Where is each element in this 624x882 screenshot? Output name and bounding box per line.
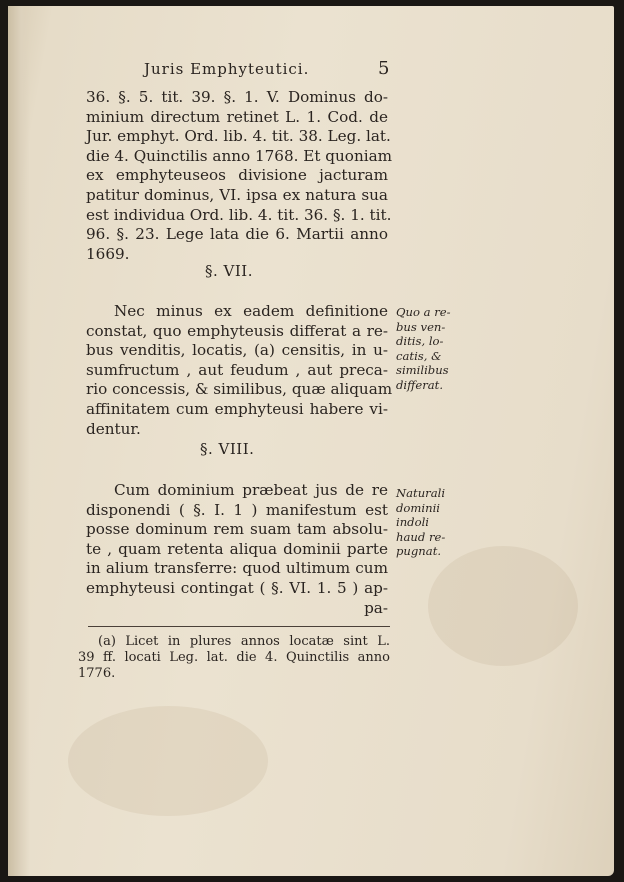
paper-stain: [428, 546, 578, 666]
footnote-line: 39 ff. locati Leg. lat. die 4. Quinctilis anno: [78, 650, 390, 665]
paragraph-continued: [86, 88, 393, 264]
section-viii-body: [86, 481, 388, 618]
margin-line: indoli: [396, 515, 429, 530]
text-line: posse dominum rem suam tam absolu-: [86, 520, 388, 539]
margin-line: dominii: [396, 500, 440, 515]
footnote: [78, 634, 390, 682]
text-line: 36. §. 5. tit. 39. §. 1. V. Dominus do-: [86, 88, 388, 106]
margin-line: similibus: [396, 363, 449, 378]
text-line: constat, quo emphyteusis differat a re-: [86, 321, 388, 340]
page-spine-shadow: [8, 6, 30, 876]
text-line: bus venditis, locatis, (a) censitis, in u-: [86, 341, 388, 360]
text-line: sumfructum , aut feudum , aut preca-: [86, 360, 388, 379]
running-title: Juris Emphyteutici.: [144, 60, 310, 78]
footnote-line: (a) Licet in plures annos locatæ sint L.: [98, 634, 390, 649]
text-line: rio concessis, & similibus, quæ aliquam: [86, 380, 393, 399]
text-line: affinitatem cum emphyteusi habere vi-: [86, 399, 388, 418]
text-line: in alium transferre: quod ultimum cum: [86, 559, 388, 578]
footnote-line: 1776.: [78, 666, 116, 681]
text-line: te , quam retenta aliqua dominii parte: [86, 539, 388, 558]
text-line: Cum dominium præbeat jus de re: [114, 481, 388, 499]
margin-line: differat.: [396, 377, 444, 392]
text-line: die 4. Quinctilis anno 1768. Et quoniam: [86, 146, 393, 165]
text-line: patitur dominus, VI. ipsa ex natura sua: [86, 185, 388, 204]
margin-line: bus ven-: [396, 319, 446, 334]
text-line: 96. §. 23. Lege lata die 6. Martii anno: [86, 225, 388, 244]
text-line: Jur. emphyt. Ord. lib. 4. tit. 38. Leg. lat.: [86, 127, 391, 146]
page-number: 5: [378, 58, 390, 79]
margin-line: catis, &: [396, 348, 442, 363]
text-line: emphyteusi contingat ( §. VI. 1. 5 ) ap-: [86, 578, 388, 597]
section-vii-body: [86, 302, 393, 439]
text-line: est individua Ord. lib. 4. tit. 36. §. 1. tit.: [86, 205, 392, 224]
footnote-rule: [88, 626, 390, 627]
marginal-note-vii: [396, 305, 466, 393]
margin-line: pugnat.: [396, 544, 442, 559]
text-line: dentur.: [86, 419, 141, 438]
margin-line: ditis, lo-: [396, 334, 444, 349]
section-heading-vii: §. VII.: [205, 262, 253, 280]
text-line: 1669.: [86, 244, 130, 263]
text-line: minium directum retinet L. 1. Cod. de: [86, 107, 388, 126]
margin-line: haud re-: [396, 529, 446, 544]
catchword: pa-: [364, 598, 388, 617]
text-line: Nec minus ex eadem definitione: [114, 302, 388, 320]
section-heading-viii: §. VIII.: [200, 440, 255, 458]
text-line: ex emphyteuseos divisione jacturam: [86, 166, 388, 185]
paper-stain: [68, 706, 268, 816]
marginal-note-viii: [396, 486, 466, 559]
margin-line: Quo a re-: [396, 305, 451, 319]
text-line: disponendi ( §. I. 1 ) manifestum est: [86, 500, 388, 519]
margin-line: Naturali: [396, 486, 446, 500]
